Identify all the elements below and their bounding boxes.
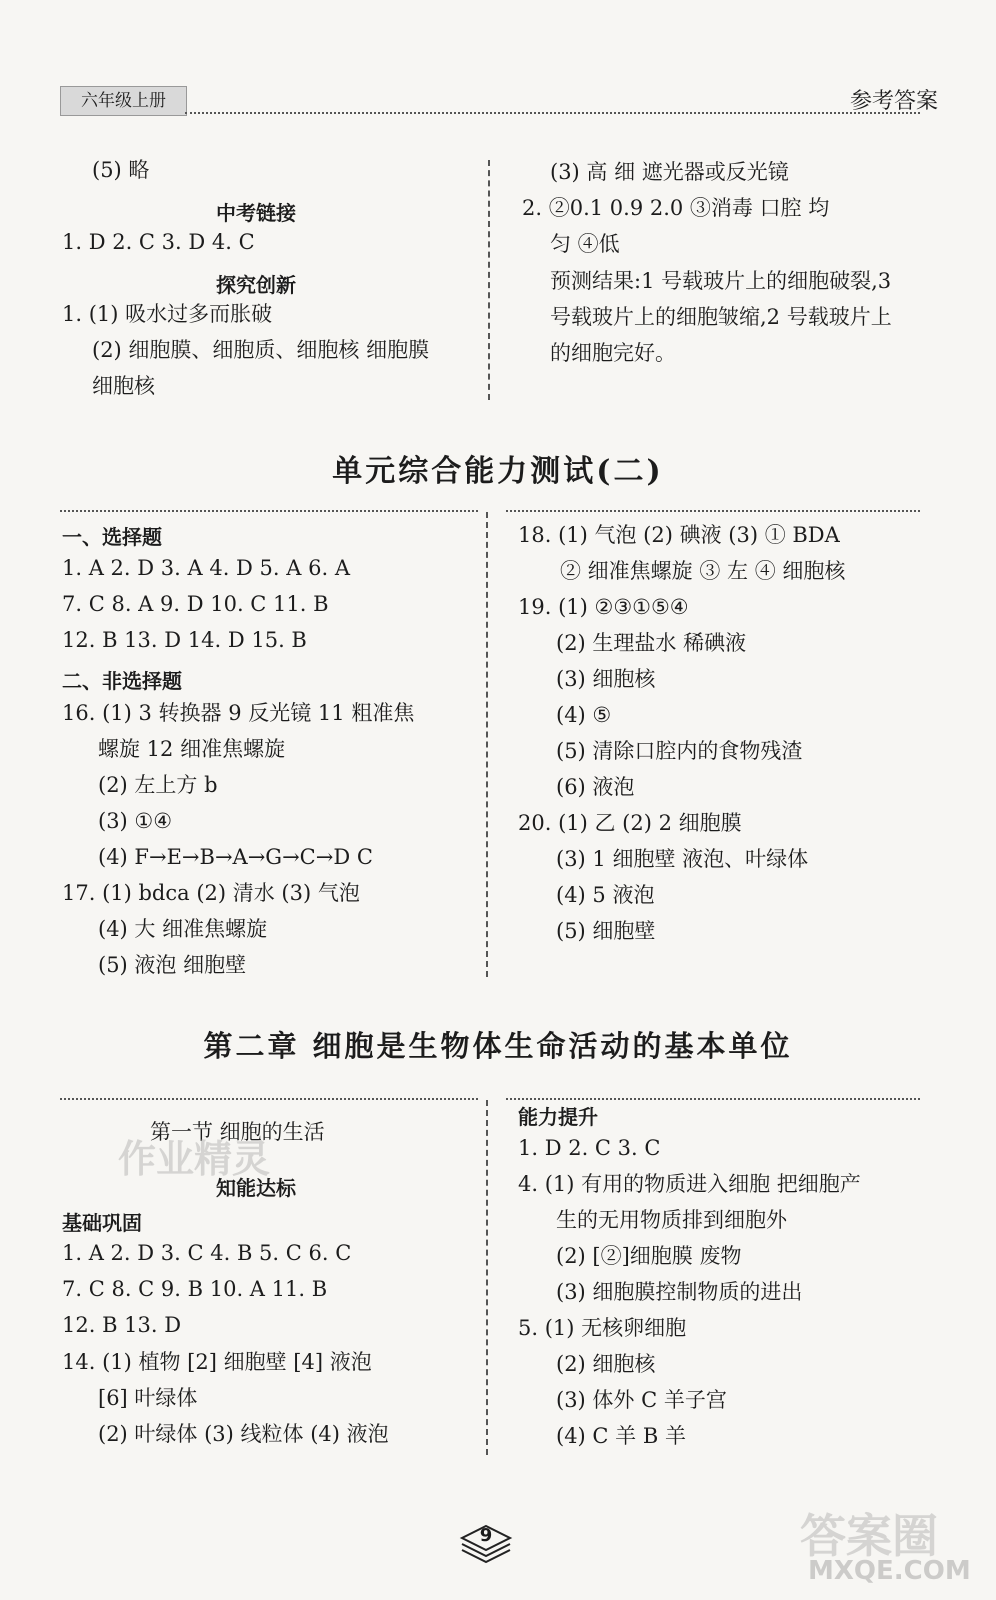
column-divider-mid: [486, 512, 488, 977]
column-divider-top: [488, 160, 490, 400]
answer-line: 1. A 2. D 3. C 4. B 5. C 6. C: [62, 1241, 352, 1265]
watermark-url: MXQE.COM: [808, 1556, 971, 1586]
answer-line: (5) 略: [92, 158, 150, 182]
section-rule: [506, 1098, 920, 1100]
answer-line: (2) 生理盐水 稀碘液: [556, 631, 747, 655]
page-number-badge: [458, 1524, 514, 1564]
answer-line: (5) 细胞壁: [556, 919, 656, 943]
section-heading: 一、选择题: [62, 525, 162, 549]
header-title: 参考答案: [849, 89, 938, 114]
section-heading: 基础巩固: [62, 1211, 142, 1235]
section-heading: 二、非选择题: [62, 669, 182, 693]
answer-line: (2) 叶绿体 (3) 线粒体 (4) 液泡: [98, 1422, 389, 1446]
answer-line: 细胞核: [92, 374, 155, 398]
answer-line: 预测结果:1 号载玻片上的细胞破裂,3: [550, 269, 892, 293]
answer-line: (3) ①④: [98, 809, 173, 833]
page-number: 9: [479, 1525, 493, 1546]
answer-line: (2) 左上方 b: [98, 773, 218, 797]
section-title: 第一节 细胞的生活: [150, 1120, 325, 1144]
answer-line: (3) 细胞核: [556, 667, 656, 691]
answer-line: 1. (1) 吸水过多而胀破: [62, 302, 273, 326]
answer-line: (2) 细胞膜、细胞质、细胞核 细胞膜: [92, 338, 430, 362]
answer-line: (3) 体外 C 羊子宫: [556, 1388, 727, 1412]
answer-line: (2) 细胞核: [556, 1352, 656, 1376]
answer-line: 20. (1) 乙 (2) 2 细胞膜: [518, 811, 742, 835]
answer-line: 1. A 2. D 3. A 4. D 5. A 6. A: [62, 556, 350, 580]
watermark-stamp: 作业精灵: [118, 1136, 271, 1181]
answer-line: 4. (1) 有用的物质进入细胞 把细胞产: [518, 1172, 861, 1196]
answer-line: (3) 1 细胞壁 液泡、叶绿体: [556, 847, 809, 871]
answer-line: (4) C 羊 B 羊: [556, 1424, 686, 1448]
answer-line: ② 细准焦螺旋 ③ 左 ④ 细胞核: [560, 559, 846, 583]
answer-line: 19. (1) ②③①⑤④: [518, 595, 689, 619]
header-rule: [185, 112, 920, 114]
section-rule: [60, 1098, 478, 1100]
answer-line: 14. (1) 植物 [2] 细胞壁 [4] 液泡: [62, 1350, 372, 1374]
answer-line: [6] 叶绿体: [98, 1386, 198, 1410]
answer-line: 1. D 2. C 3. D 4. C: [62, 230, 255, 254]
answer-line: 螺旋 12 细准焦螺旋: [98, 737, 286, 761]
answer-line: (4) F→E→B→A→G→C→D C: [98, 845, 373, 869]
answer-line: 17. (1) bdca (2) 清水 (3) 气泡: [62, 881, 360, 905]
answer-line: 生的无用物质排到细胞外: [556, 1208, 787, 1232]
section-heading: 知能达标: [216, 1176, 296, 1200]
answer-line: 16. (1) 3 转换器 9 反光镜 11 粗准焦: [62, 701, 415, 725]
column-divider-bottom: [486, 1100, 488, 1455]
answer-line: (5) 液泡 细胞壁: [98, 953, 247, 977]
chapter-title: 第二章 细胞是生物体生命活动的基本单位: [203, 1029, 793, 1063]
answer-line: 号载玻片上的细胞皱缩,2 号载玻片上: [550, 305, 892, 329]
answer-line: (5) 清除口腔内的食物残渣: [556, 739, 803, 763]
answer-line: 2. ②0.1 0.9 2.0 ③消毒 口腔 均: [522, 196, 830, 220]
answer-line: 7. C 8. A 9. D 10. C 11. B: [62, 592, 329, 616]
answer-line: 匀 ④低: [550, 232, 620, 256]
section-rule: [506, 510, 920, 512]
answer-line: (3) 高 细 遮光器或反光镜: [550, 160, 789, 184]
grade-label: 六年级上册: [60, 86, 187, 116]
section-heading: 探究创新: [216, 273, 296, 297]
answer-line: (4) 大 细准焦螺旋: [98, 917, 268, 941]
answer-line: 5. (1) 无核卵细胞: [518, 1316, 687, 1340]
answer-line: (3) 细胞膜控制物质的进出: [556, 1280, 803, 1304]
section-rule: [60, 510, 478, 512]
answer-line: (2) [②]细胞膜 废物: [556, 1244, 742, 1268]
section-heading: 中考链接: [216, 201, 296, 225]
answer-line: 18. (1) 气泡 (2) 碘液 (3) ① BDA: [518, 523, 840, 547]
answer-line: (4) 5 液泡: [556, 883, 655, 907]
watermark-logo: 答案圈: [800, 1509, 938, 1563]
answer-line: (6) 液泡: [556, 775, 635, 799]
answer-line: 1. D 2. C 3. C: [518, 1136, 661, 1160]
section-heading: 能力提升: [518, 1105, 598, 1129]
answer-line: 12. B 13. D 14. D 15. B: [62, 628, 307, 652]
answer-line: 7. C 8. C 9. B 10. A 11. B: [62, 1277, 328, 1301]
answer-line: (4) ⑤: [556, 703, 612, 727]
unit-test-title: 单元综合能力测试(二): [332, 454, 664, 489]
answer-line: 12. B 13. D: [62, 1313, 182, 1337]
answer-line: 的细胞完好。: [550, 341, 676, 365]
